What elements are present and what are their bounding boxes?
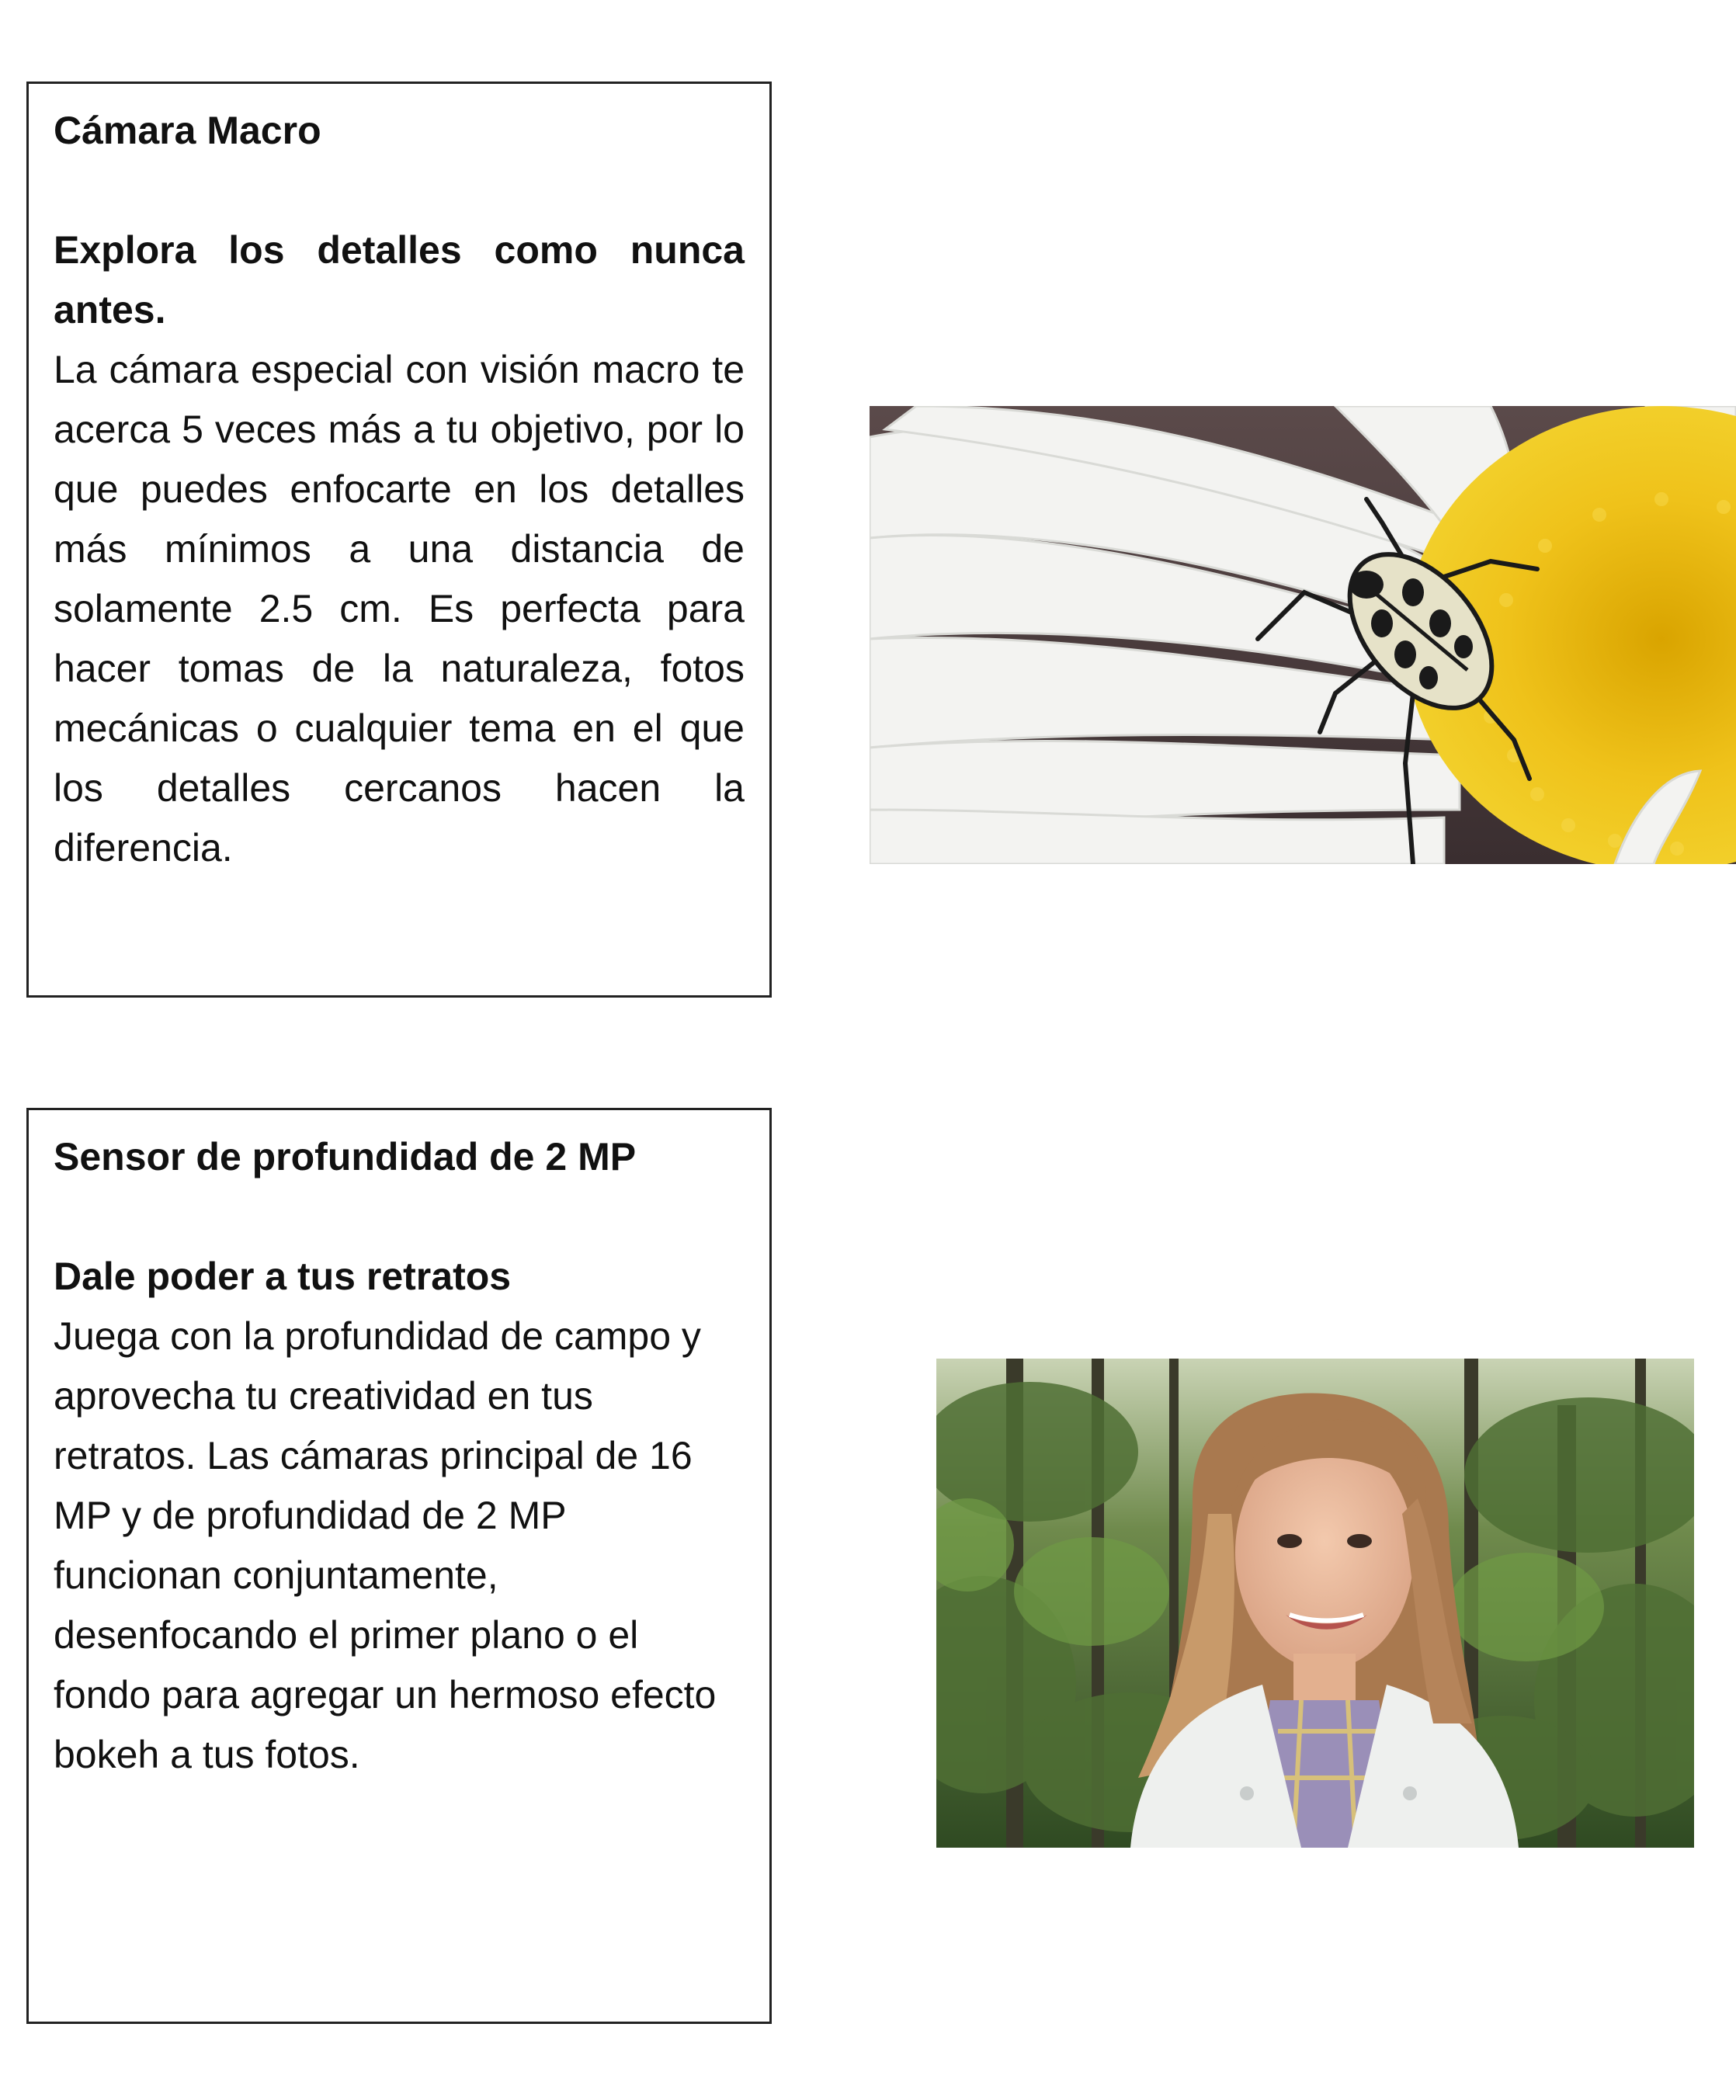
- macro-camera-card: [26, 82, 772, 998]
- depth-card-subtitle: Dale poder a tus retratos: [54, 1255, 512, 1298]
- depth-card-body: Juega con la profundidad de campo y aprovecha tu creatividad en tus retratos. Las cámaras principal de 16 MP y de profundidad de 2 MP funcionan conjuntamente, desenfocando el primer plano o el fondo para agregar un hermoso efecto bokeh a tus fotos.: [54, 1314, 717, 1776]
- macro-card-body: La cámara especial con visión macro te acerca 5 veces más a tu objetivo, por lo que puedes enfocarte en los detalles más mínimos a una distancia de solamente 2.5 cm. Es perfecta para hacer tomas de la naturaleza, fotos mecánicas o cualquier tema en el que los detalles cercanos hacen la diferencia.: [54, 348, 745, 870]
- depth-card-title: Sensor de profundidad de 2 MP: [54, 1135, 637, 1178]
- portrait-photo: [936, 1359, 1694, 1848]
- macro-beetle-photo: [870, 406, 1736, 864]
- depth-sensor-card: [26, 1108, 772, 2024]
- woman-in-forest-image: [936, 1359, 1694, 1848]
- macro-card-title: Cámara Macro: [54, 109, 321, 152]
- macro-card-subtitle: Explora los detalles como nunca antes.: [54, 228, 745, 331]
- beetle-on-daisy-image: [870, 406, 1736, 864]
